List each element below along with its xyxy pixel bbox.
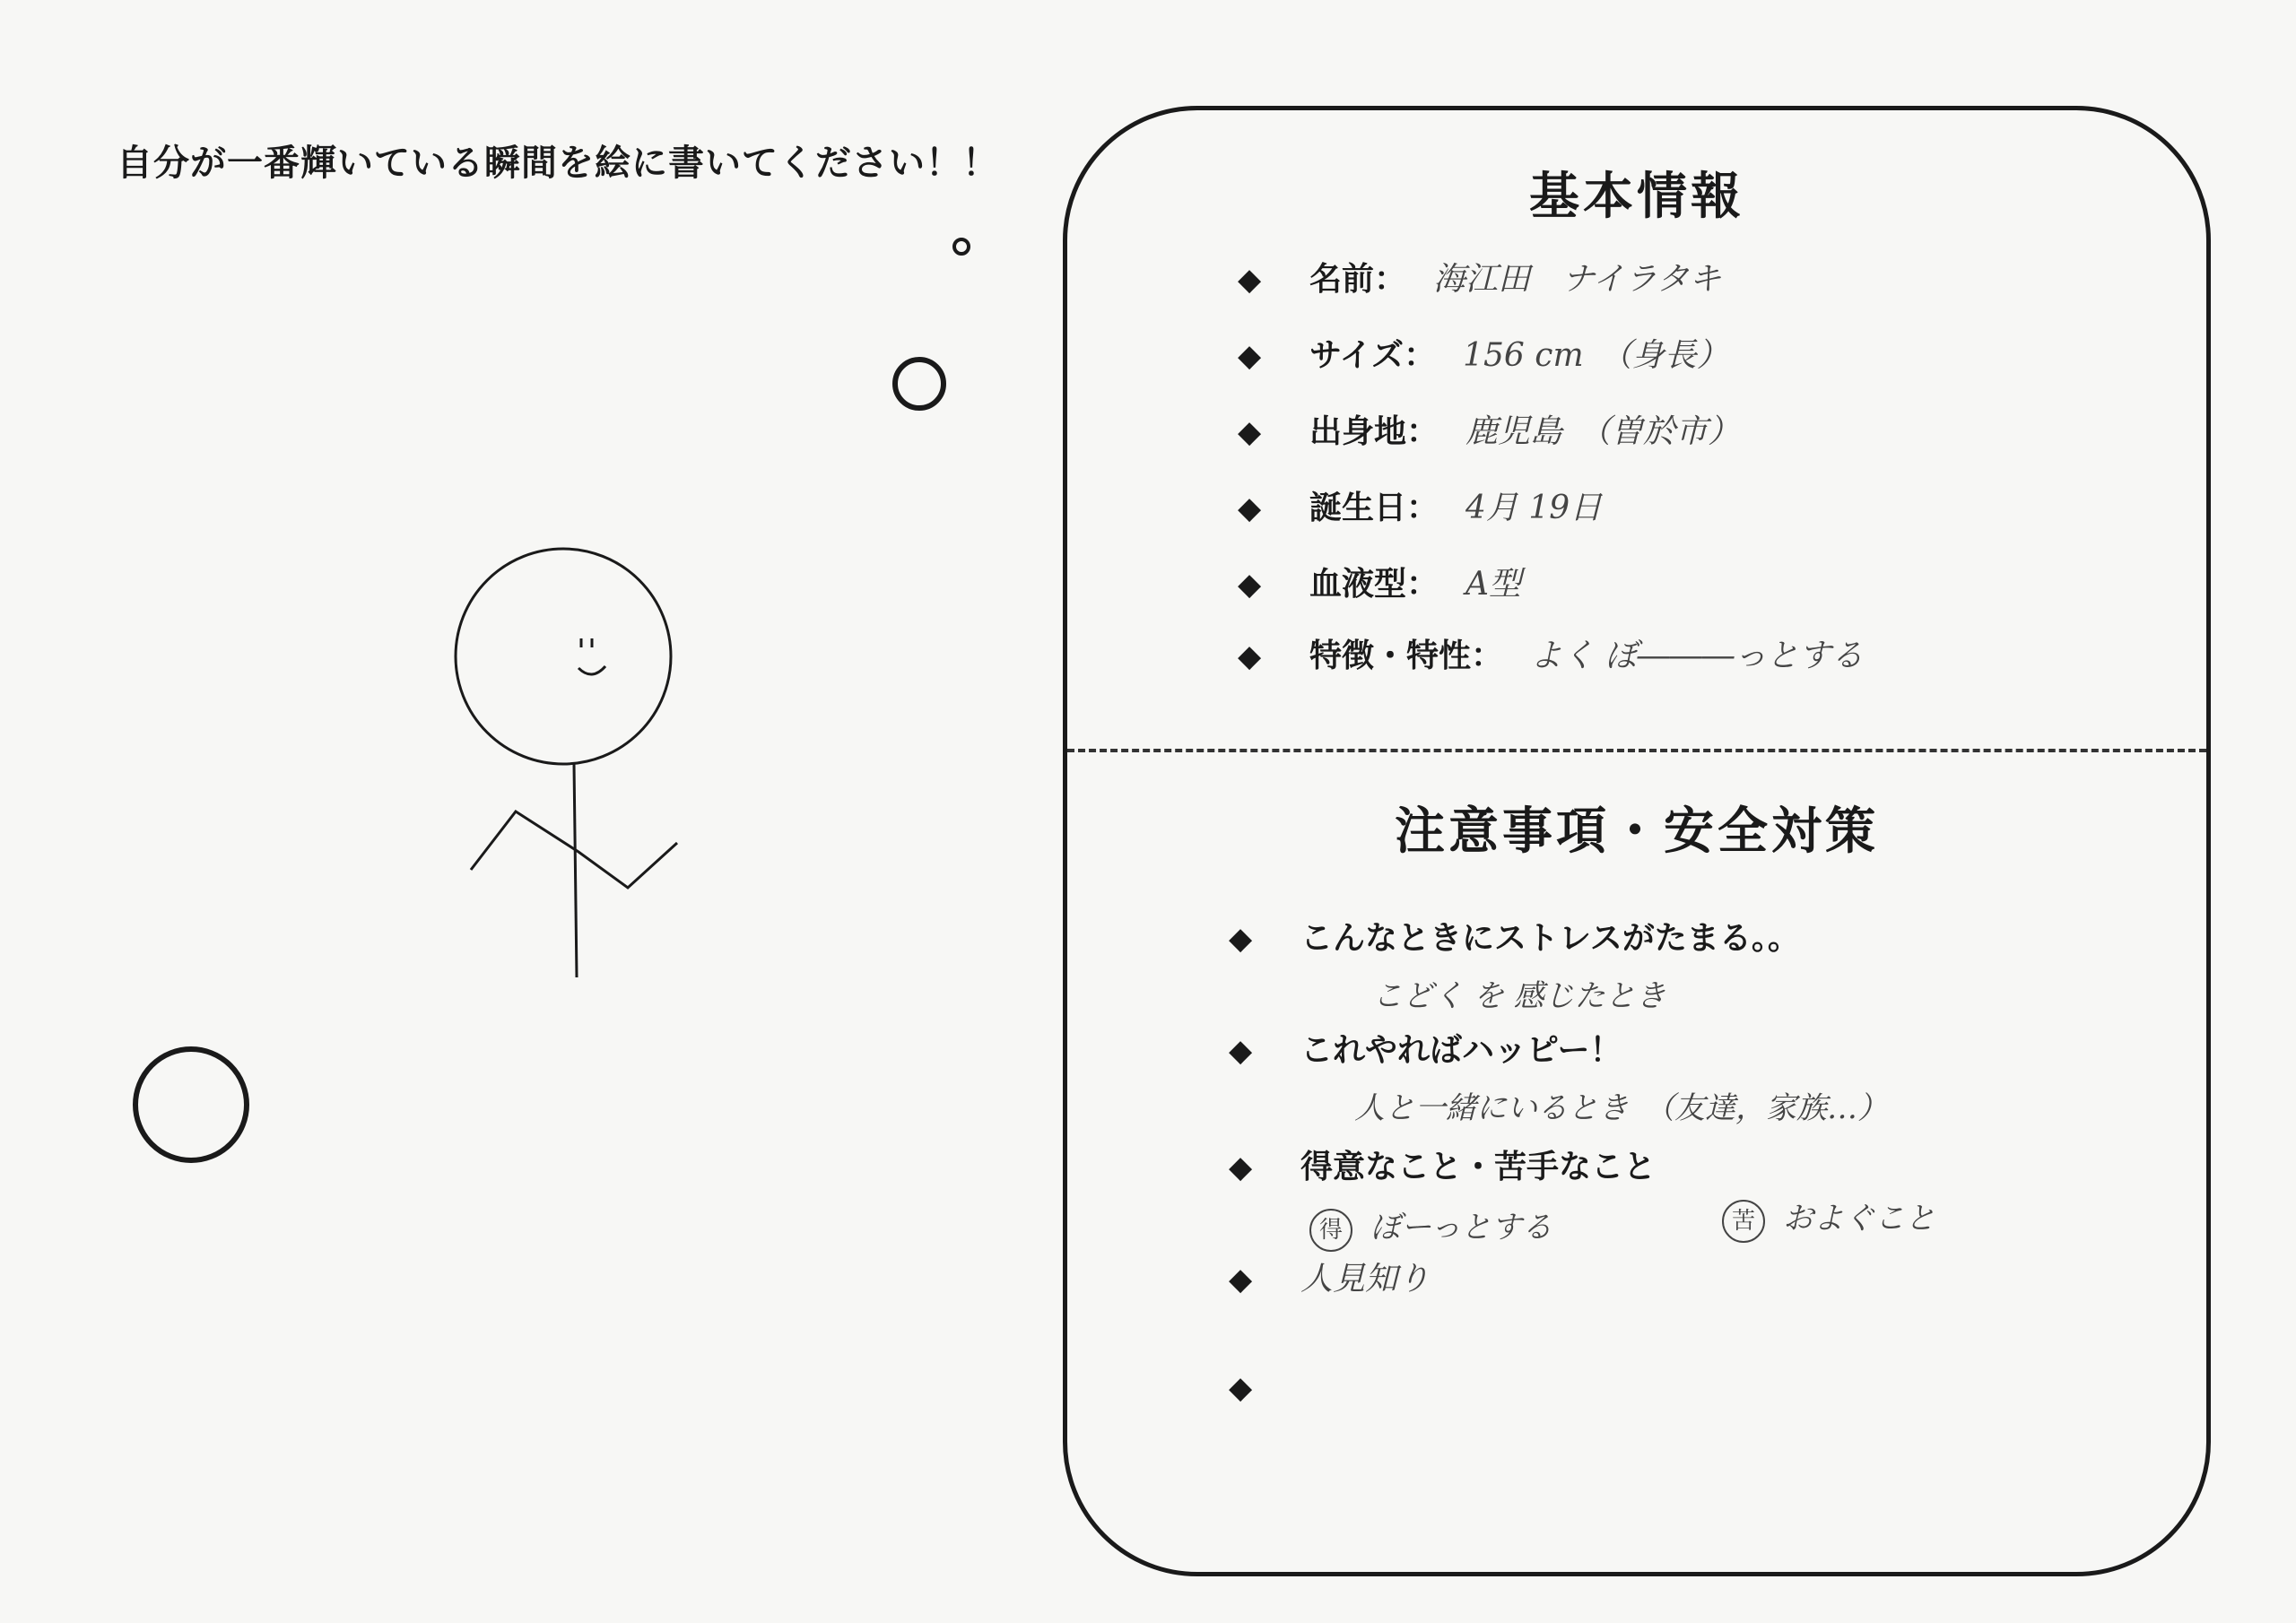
field-value: 156 cm （身長） [1463,337,1729,374]
field-value: 4月 19日 [1465,490,1603,526]
diamond-bullet-icon: ◆ [1229,1370,1253,1406]
diamond-bullet-icon: ◆ [1229,921,1253,957]
safety-item-skills [1229,1141,1683,1187]
diamond-bullet-icon: ◆ [1238,414,1262,450]
diamond-bullet-icon: ◆ [1238,262,1262,298]
bubble-small [954,239,969,254]
diamond-bullet-icon: ◆ [1229,1262,1253,1298]
good-at-answer [1309,1202,1552,1252]
field-label: 特徴・特性： [1309,638,1504,674]
safety-item-happy [1229,1025,1649,1071]
field-value: よく ぼ―――っとする [1530,638,1864,674]
field-value: 鹿児島 （曽於市） [1465,413,1741,450]
bad-mark: 苦 [1722,1200,1765,1243]
drawing-prompt: 自分が一番輝いている瞬間を絵に書いてください！！ [117,143,999,184]
safety-label: これやればハッピー！ [1300,1032,1622,1069]
figure-head [456,549,671,764]
safety-answer: 人と一緒にいるとき （友達，家族…） [1354,1090,1888,1126]
diamond-bullet-icon: ◆ [1238,638,1262,674]
bubble-medium [895,360,944,408]
profile-card [1063,106,2211,1576]
safety-answer: 人見知り [1300,1261,1431,1298]
diamond-bullet-icon: ◆ [1238,490,1262,526]
diamond-bullet-icon: ◆ [1229,1033,1253,1069]
field-label: 誕生日： [1309,490,1439,526]
field-value: 海江田 ナイラタキ [1433,261,1722,298]
safety-label: こんなときにストレスがたまる。。 [1300,920,1800,957]
field-label: サイズ： [1309,337,1437,374]
good-at-text: ぼーっとする [1370,1210,1552,1245]
field-label: 血液型： [1309,566,1439,603]
field-label: 出身地： [1309,413,1439,450]
field-value: A型 [1465,566,1522,603]
section-divider [1067,749,2206,752]
field-row-traits [1238,630,1863,676]
safety-label: 得意なこと・苦手なこと [1300,1149,1657,1185]
field-label: 名前： [1309,261,1407,298]
diamond-bullet-icon: ◆ [1238,567,1262,603]
field-row-birthplace [1238,406,1740,452]
field-row-birthday [1238,482,1602,528]
bad-at-answer [1722,1193,1935,1243]
field-row-size [1238,330,1729,376]
bad-at-text: およぐこと [1783,1201,1935,1237]
safety-answer: こどく を 感じたとき [1372,978,1666,1014]
figure-face [578,638,605,674]
safety-item-empty [1229,1370,1300,1406]
field-row-name [1238,254,1721,299]
safety-item-shy [1229,1254,1430,1299]
ball-drawing [135,1049,247,1160]
diamond-bullet-icon: ◆ [1238,338,1262,374]
basic-info-title: 基本情報 [1529,168,1744,226]
figure-body [574,764,577,977]
good-mark: 得 [1309,1209,1352,1252]
safety-item-stress [1229,913,1827,959]
safety-title: 注意事項・安全対策 [1395,803,1879,861]
field-row-blood-type [1238,559,1521,604]
diamond-bullet-icon: ◆ [1229,1150,1253,1185]
